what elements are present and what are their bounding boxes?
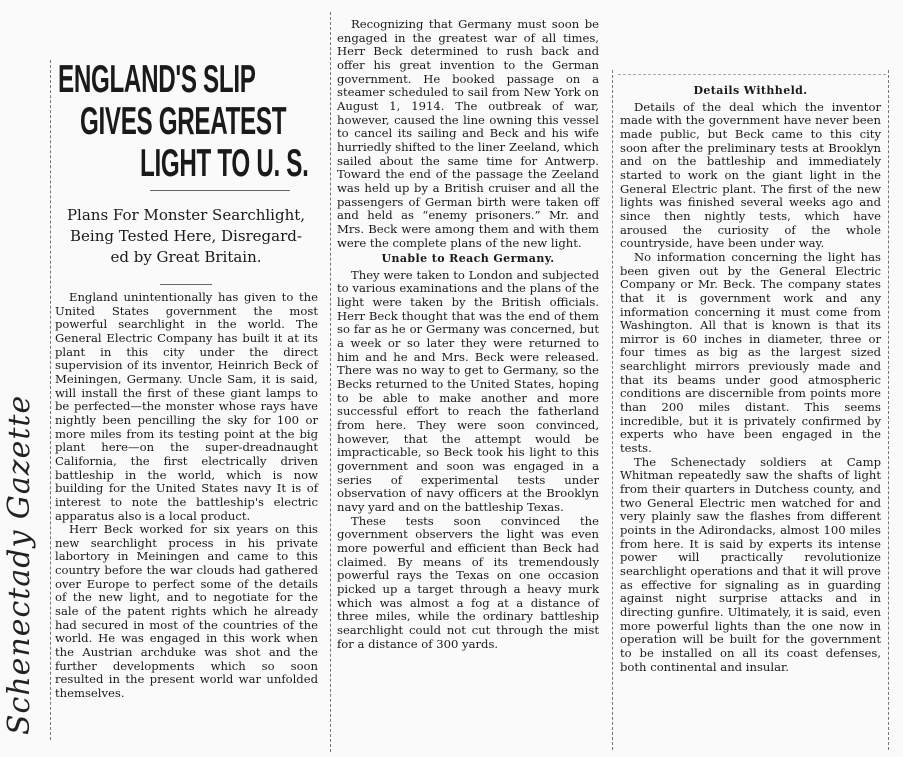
paragraph: England unintentionally has given to the United States government the most powerful searchlight in the world. The General Electric Company has built it at its plant in this city under the direct supervision of its inventor, Heinrich Beck of Meiningen, Germany. Uncle Sam, it is said, will install the first of these giant lamps to be perfected—the monster whose rays have nightly been pencilling the sky for 100 or more miles from its testing point at the big plant here—on the super-dreadnaught California, the first electrically driven battleship in the world, which is now building for the United States navy It is of interest to note the battleship's electric apparatus also is a local product. — [55, 290, 318, 523]
column-rule-1 — [330, 12, 331, 752]
column-3 — [620, 82, 881, 674]
paragraph: The Schenectady soldiers at Camp Whitman repeatedly saw the shafts of light from their quarters in Dutchess county, and two General Electric men watched for and very plainly saw the flashes from different points in the Adirondacks, almost 100 miles from here. It is said by experts its intense power will practically revolutionize searchlight operations and that it will prove as effective for signaling as in guarding against night surprise attacks and in directing gunfire. Ultimately, it is said, even more powerful lights than the one now in operation will be built for the government to be installed on all its coast defenses, both continental and insular. — [620, 454, 881, 674]
deck-rule — [160, 284, 212, 285]
paragraph: Recognizing that Germany must soon be engaged in the greatest war of all times, Herr Beck determined to rush back and offer his great invention to the German government. He booked passage on a steamer scheduled to sail from New York on August 1, 1914. The outbreak of war, however, caused the line owning this vessel to cancel its sailing and Beck and his wife hurriedly shifted to the liner Zeeland, which sailed about the same time for Antwerp. Toward the end of the passage the Zeeland was held up by a British cruiser and all the passengers of German birth were taken off and held as “enemy prisoners.” Mr. and Mrs. Beck were among them and with them were the complete plans of the new light. — [337, 17, 599, 250]
headline-line-1: ENGLAND'S SLIP — [58, 58, 256, 101]
column-rule-2 — [612, 70, 613, 750]
headline-deck — [55, 205, 317, 268]
handwritten-annotation: Schenectady Gazette — [2, 394, 37, 735]
column-3-top-rule — [618, 74, 886, 75]
subhead-details-withheld: Details Withheld. — [693, 84, 808, 97]
column-1 — [55, 291, 318, 701]
headline-rule — [150, 190, 290, 191]
column-2 — [337, 18, 599, 651]
deck-line-2: Being Tested Here, Disregard- — [70, 227, 302, 245]
column-border-left — [50, 60, 51, 740]
column-border-right — [888, 70, 889, 750]
subhead-unable-to-reach-germany: Unable to Reach Germany. — [381, 252, 555, 266]
paragraph: These tests soon convinced the government observers the light was even more powerful and efficient than Beck had claimed. By means of its tremendously powerful rays the Texas on one occasion picked up a target through a heavy murk which was almost a fog at a distance of three miles, while the ordinary battleship searchlight could not cut through the mist for a distance of 300 yards. — [337, 513, 599, 651]
paragraph: Herr Beck worked for six years on this new searchlight process in his private labortory in Meiningen and came to this country before the war clouds had gathered over Europe to perfect some of the details of the new light, and to negotiate for the sale of the patent rights which he already had secured in most of the countries of the world. He was engaged in this work when the Austrian archduke was shot and the further developments which so soon resulted in the present world war unfolded themselves. — [55, 522, 318, 701]
paragraph: Details of the deal which the inventor made with the government have never been made public, but Beck came to this city soon after the preliminary tests at Brooklyn and on the battleship and immediately started to work on the giant light in the General Electric plant. The first of the new lights was finished several weeks ago and since then nightly tests, which have aroused the curiosity of the whole countryside, have been under way. — [620, 99, 881, 251]
paragraph: No information concerning the light has been given out by the General Electric Company or Mr. Beck. The company states that it is government work and any information concerning it must come from Washington. All that is known is that its mirror is 60 inches in diameter, three or four times as big as the largest sized searchlight mirrors previously made and that its beams under good atmospheric conditions are discernible from points more than 200 miles distant. This seems incredible, but it is privately confirmed by experts who have been engaged in the tests. — [620, 249, 881, 456]
headline-line-2: GIVES GREATEST — [80, 100, 287, 143]
paragraph: They were taken to London and subjected to various examinations and the plans of the light were taken by the British officials. Herr Beck thought that was the end of them so far as he or Germany was concerned, but a week or so later they were returned to him and he and Mrs. Beck were released. There was no way to get to Germany, so the Becks returned to the United States, hoping to be able to make another and more successful effort to reach the fatherland from here. They were soon convinced, however, that the attempt would be impracticable, so Beck took his light to this government and soon was engaged in a series of experimental tests under observation of navy officers at the Brooklyn navy yard and on the battleship Texas. — [337, 267, 599, 514]
deck-line-1: Plans For Monster Searchlight, — [66, 206, 306, 224]
deck-line-3: ed by Great Britain. — [110, 248, 262, 266]
headline-line-3: LIGHT TO U. S. — [140, 142, 309, 185]
